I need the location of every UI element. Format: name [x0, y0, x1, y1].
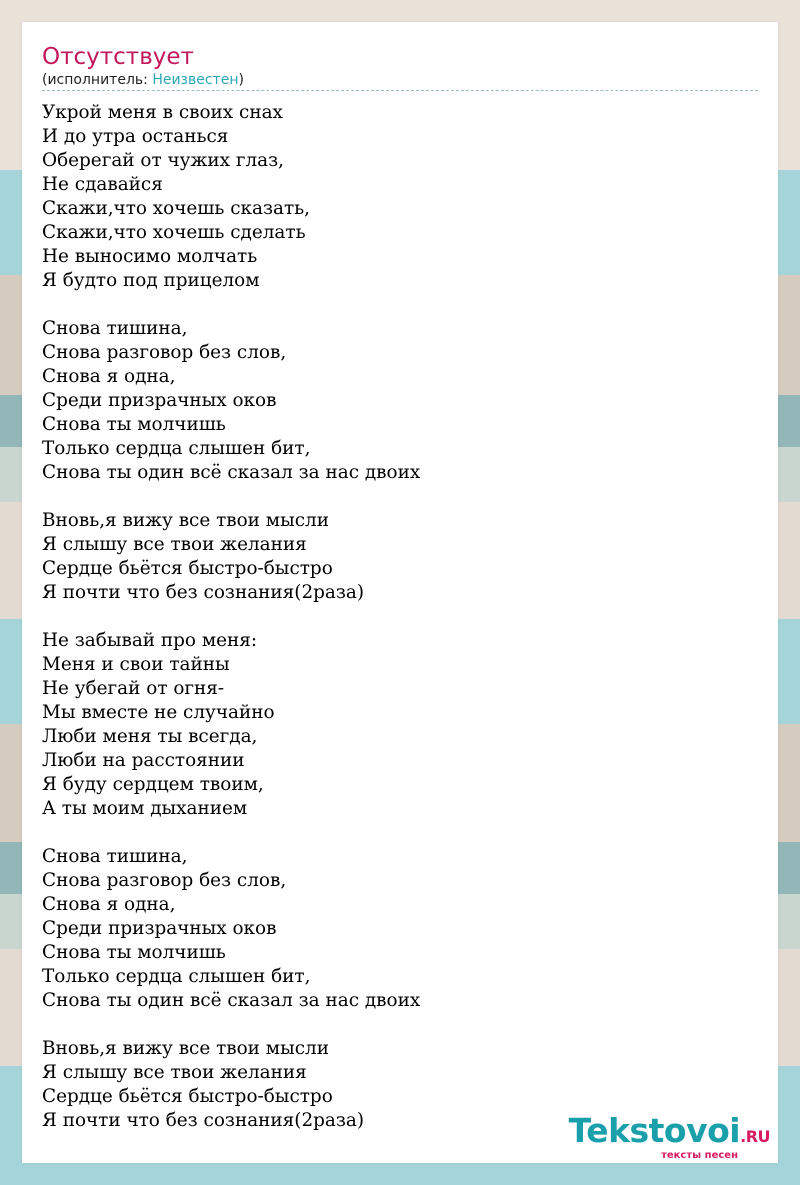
artist-prefix: (исполнитель:	[42, 72, 153, 88]
lyric-line: Снова ты молчишь	[42, 414, 226, 435]
lyric-line: Сердце бьётся быстро-быстро	[42, 1086, 333, 1107]
lyric-line: Я будто под прицелом	[42, 270, 260, 291]
lyric-line: Я почти что без сознания(2раза)	[42, 582, 365, 603]
lyric-line: Люби меня ты всегда,	[42, 726, 258, 747]
lyric-line: Укрой меня в своих снах	[42, 102, 283, 123]
lyrics-card	[22, 22, 778, 1163]
lyric-line: Я слышу все твои желания	[42, 534, 307, 555]
lyric-line: Снова ты один всё сказал за нас двоих	[42, 990, 421, 1011]
lyric-line: Среди призрачных оков	[42, 390, 277, 411]
site-logo[interactable]	[569, 1112, 770, 1161]
song-title: Отсутствует	[42, 44, 194, 70]
lyric-line: Среди призрачных оков	[42, 918, 277, 939]
lyric-line: Не выносимо молчать	[42, 246, 258, 267]
stanza-break	[42, 821, 758, 845]
lyric-line: Оберегай от чужих глаз,	[42, 150, 285, 171]
lyric-line: Я слышу все твои желания	[42, 1062, 307, 1083]
stanza-break	[42, 605, 758, 629]
lyric-line: Не сдавайся	[42, 174, 163, 195]
lyric-line: Не убегай от огня-	[42, 678, 225, 699]
artist-suffix: )	[238, 72, 244, 88]
artist-link[interactable]: Неизвестен	[152, 72, 239, 88]
lyric-line: Сердце бьётся быстро-быстро	[42, 558, 333, 579]
lyric-line: А ты моим дыханием	[42, 798, 248, 819]
lyric-line: И до утра останься	[42, 126, 229, 147]
lyric-line: Меня и свои тайны	[42, 654, 230, 675]
stanza-break	[42, 485, 758, 509]
lyric-line: Снова ты молчишь	[42, 942, 226, 963]
lyric-line: Только сердца слышен бит,	[42, 966, 311, 987]
lyric-line: Снова я одна,	[42, 894, 176, 915]
lyric-line: Снова тишина,	[42, 846, 188, 867]
lyric-line: Не забывай про меня:	[42, 630, 258, 651]
stanza-break	[42, 1013, 758, 1037]
lyric-line: Снова разговор без слов,	[42, 342, 287, 363]
artist-line	[42, 71, 244, 89]
lyric-line: Мы вместе не случайно	[42, 702, 275, 723]
lyric-line: Вновь,я вижу все твои мысли	[42, 510, 329, 531]
lyric-line: Я буду сердцем твоим,	[42, 774, 264, 795]
lyrics-text	[42, 101, 758, 1133]
lyric-line: Только сердца слышен бит,	[42, 438, 311, 459]
title-divider	[42, 90, 758, 91]
lyric-line: Снова разговор без слов,	[42, 870, 287, 891]
lyric-line: Снова ты один всё сказал за нас двоих	[42, 462, 421, 483]
lyric-line: Люби на расстоянии	[42, 750, 245, 771]
stanza-break	[42, 293, 758, 317]
lyric-line: Вновь,я вижу все твои мысли	[42, 1038, 329, 1059]
lyric-line: Я почти что без сознания(2раза)	[42, 1110, 365, 1131]
lyric-line: Скажи,что хочешь сделать	[42, 222, 306, 243]
lyric-line: Скажи,что хочешь сказать,	[42, 198, 311, 219]
lyric-line: Снова тишина,	[42, 318, 188, 339]
logo-tagline: тексты песен	[661, 1150, 738, 1161]
logo-tld: .RU	[740, 1127, 770, 1146]
lyric-line: Снова я одна,	[42, 366, 176, 387]
logo-name: Tekstovoi	[568, 1111, 741, 1150]
